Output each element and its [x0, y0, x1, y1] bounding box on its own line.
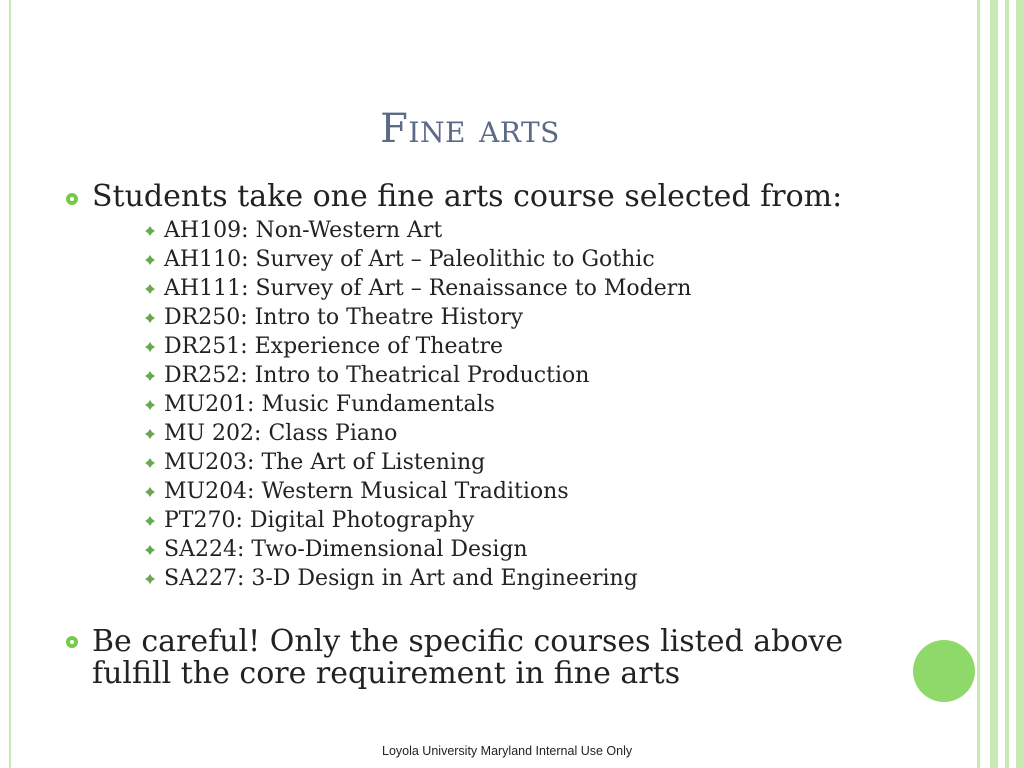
bullet-text-1: Students take one fine arts course selected from:: [92, 179, 843, 214]
bullet-ring-icon: [66, 193, 78, 205]
course-label: MU203: The Art of Listening: [164, 450, 486, 475]
list-item: [142, 564, 691, 593]
right-decor-stripe: [977, 0, 980, 768]
list-item: [142, 245, 691, 274]
diamond-bullet-icon: [145, 516, 155, 526]
diamond-bullet-icon: [145, 429, 155, 439]
course-label: SA224: Two-Dimensional Design: [164, 537, 528, 562]
diamond-bullet-icon: [145, 371, 155, 381]
diamond-bullet-icon: [145, 458, 155, 468]
diamond-bullet-icon: [145, 342, 155, 352]
diamond-bullet-icon: [145, 284, 155, 294]
course-label: AH109: Non-Western Art: [164, 218, 443, 243]
list-item: [142, 390, 691, 419]
course-label: PT270: Digital Photography: [164, 508, 475, 533]
course-label: DR251: Experience of Theatre: [164, 334, 503, 359]
decorative-green-circle: [913, 640, 975, 702]
diamond-bullet-icon: [145, 400, 155, 410]
list-item: [142, 477, 691, 506]
list-item: [142, 332, 691, 361]
list-item: [142, 535, 691, 564]
bullet-text-2: Be careful! Only the specific courses listed above fulfill the core requirement in fine arts: [92, 624, 844, 691]
course-label: MU 202: Class Piano: [164, 421, 398, 446]
course-label: DR252: Intro to Theatrical Production: [164, 363, 590, 388]
list-item: [142, 419, 691, 448]
diamond-bullet-icon: [145, 487, 155, 497]
course-label: MU204: Western Musical Traditions: [164, 479, 569, 504]
course-label: AH111: Survey of Art – Renaissance to Modern: [164, 276, 692, 301]
right-decor-stripe: [990, 0, 998, 768]
list-item: [142, 506, 691, 535]
slide-footer: Loyola University Maryland Internal Use Only: [382, 744, 633, 758]
bullet-ring-icon: [66, 636, 78, 648]
diamond-bullet-icon: [145, 545, 155, 555]
list-item: [142, 274, 691, 303]
diamond-bullet-icon: [145, 255, 155, 265]
list-item: [142, 216, 691, 245]
list-item: [142, 361, 691, 390]
course-label: AH110: Survey of Art – Paleolithic to Gothic: [164, 247, 655, 272]
course-label: SA227: 3-D Design in Art and Engineering: [164, 566, 638, 591]
course-label: DR250: Intro to Theatre History: [164, 305, 524, 330]
course-list: [142, 216, 691, 593]
course-label: MU201: Music Fundamentals: [164, 392, 495, 417]
slide-title: Fine arts: [380, 106, 560, 152]
list-item: [142, 303, 691, 332]
diamond-bullet-icon: [145, 313, 155, 323]
right-decor-stripe: [1005, 0, 1009, 768]
list-item: [142, 448, 691, 477]
diamond-bullet-icon: [145, 574, 155, 584]
diamond-bullet-icon: [145, 226, 155, 236]
right-decor-stripe: [1016, 0, 1024, 768]
